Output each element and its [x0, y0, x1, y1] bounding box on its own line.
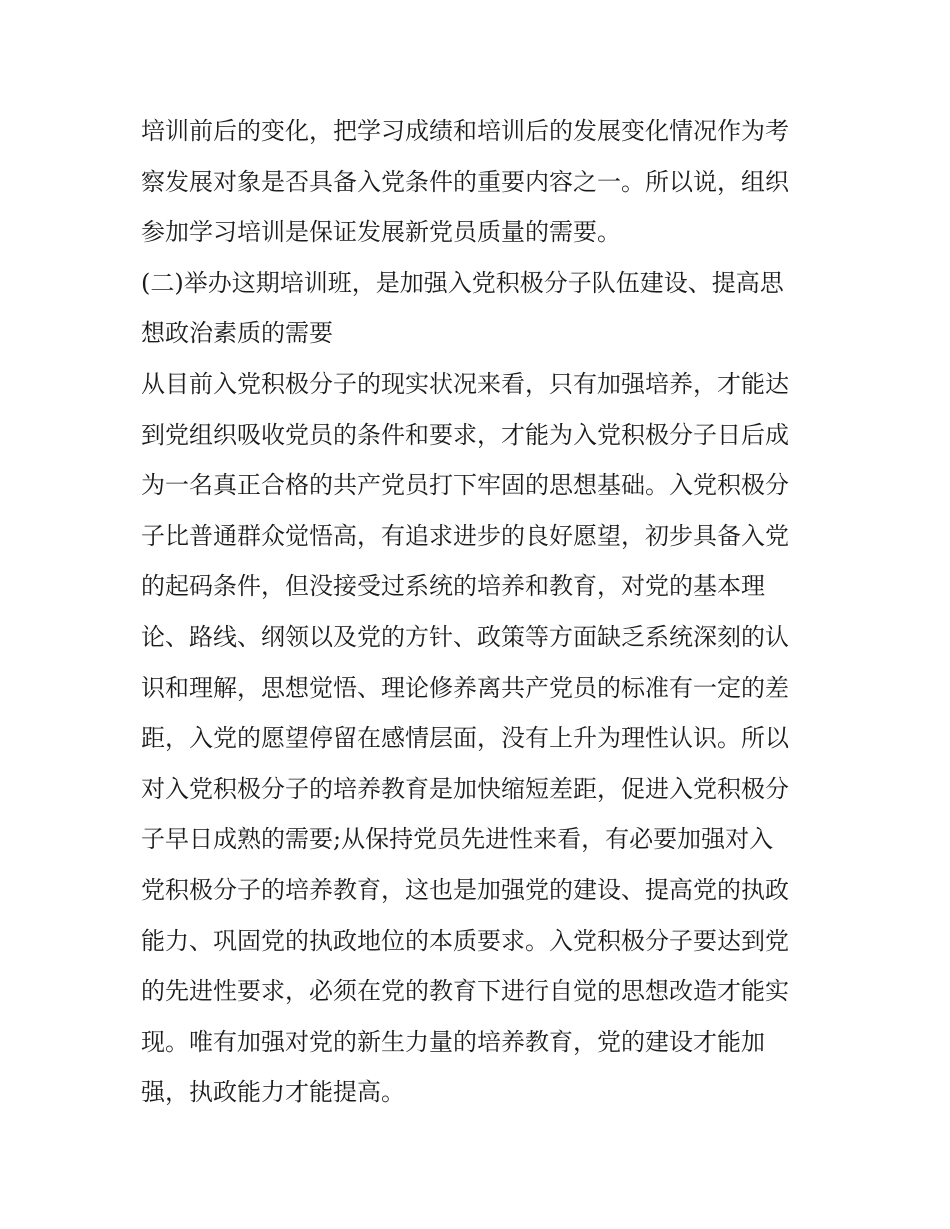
document-body — [141, 106, 821, 1118]
text-line: 参加学习培训是保证发展新党员质量的需要。 — [141, 218, 621, 247]
text-line: 培训前后的变化，把学习成绩和培训后的发展变化情况作为考 — [141, 117, 789, 145]
text-line: 子比普通群众觉悟高，有追求进步的良好愿望，初步具备入党 — [141, 521, 789, 550]
text-line: 识和理解，思想觉悟、理论修养离共产党员的标准有一定的差 — [141, 673, 789, 702]
text-line: 为一名真正合格的共产党员打下牢固的思想基础。入党积极分 — [141, 471, 789, 500]
text-line: 现。唯有加强对党的新生力量的培养教育，党的建设才能加 — [141, 1027, 765, 1056]
text-line: 对入党积极分子的培养教育是加快缩短差距，促进入党积极分 — [141, 774, 789, 803]
text-line: 察发展对象是否具备入党条件的重要内容之一。所以说，组织 — [141, 167, 789, 196]
text-line: 到党组织吸收党员的条件和要求，才能为入党积极分子日后成 — [141, 420, 789, 449]
text-line: 从目前入党积极分子的现实状况来看，只有加强培养，才能达 — [141, 369, 789, 398]
text-line: 能力、巩固党的执政地位的本质要求。入党积极分子要达到党 — [141, 926, 789, 955]
text-line: 论、路线、纲领以及党的方针、政策等方面缺乏系统深刻的认 — [141, 622, 789, 651]
text-line: 的起码条件，但没接受过系统的培养和教育，对党的基本理 — [141, 572, 765, 601]
section-heading-line: (二)举办这期培训班，是加强入党积极分子队伍建设、提高思 — [141, 268, 784, 297]
text-line: 的先进性要求，必须在党的教育下进行自觉的思想改造才能实 — [141, 977, 789, 1006]
text-line: 党积极分子的培养教育，这也是加强党的建设、提高党的执政 — [141, 875, 789, 904]
text-line: 强，执政能力才能提高。 — [141, 1078, 405, 1107]
section-heading-line: 想政治素质的需要 — [141, 319, 333, 348]
text-line: 距，入党的愿望停留在感情层面，没有上升为理性认识。所以 — [141, 724, 789, 753]
text-line: 子早日成熟的需要;从保持党员先进性来看，有必要加强对入 — [141, 825, 774, 854]
